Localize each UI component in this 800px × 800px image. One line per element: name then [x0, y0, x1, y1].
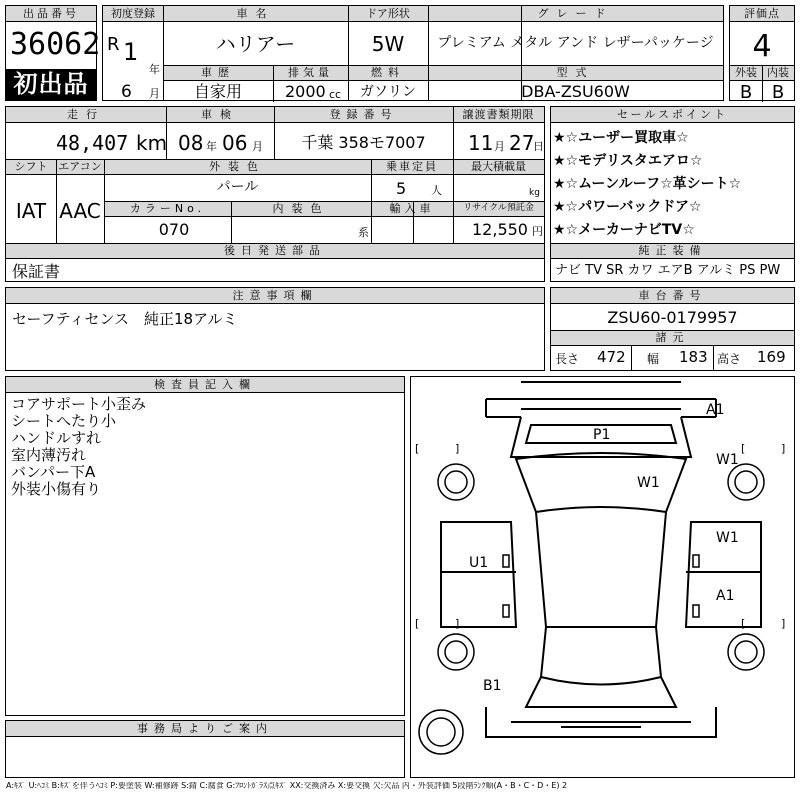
color-number: 070 — [158, 220, 190, 239]
first-listing-text: 初出品 — [13, 70, 89, 98]
interior-label: 内装 — [767, 66, 789, 79]
svg-text:]: ] — [455, 617, 460, 630]
equipment: ナビ TV SR カワ エアB アルミ PS PW — [555, 263, 781, 278]
capacity: 5 — [396, 179, 407, 198]
plate-label: 登録番号 — [329, 108, 398, 121]
basic-info-box — [102, 5, 724, 101]
length-label: 長さ — [555, 352, 580, 366]
selling-point-1: ★☆ユーザー買取車☆ — [553, 130, 689, 146]
svg-text:]: ] — [455, 442, 460, 455]
chassis-number: ZSU60-0179957 — [607, 308, 738, 327]
transfer-month: 11 — [468, 131, 494, 155]
import-label: 輸入車 — [389, 202, 435, 215]
inspector-line-6: 外装小傷有り — [11, 480, 102, 498]
recycle-fee: 12,550 — [472, 220, 528, 239]
inspection-label: 車検 — [201, 108, 239, 121]
interior-color-label: 内装色 — [272, 202, 330, 215]
evaluation-box — [729, 5, 795, 101]
evaluation-score: 4 — [752, 29, 772, 64]
inspector-label: 検査員記入欄 — [6, 377, 404, 393]
mileage-label: 走行 — [67, 108, 105, 121]
model-label: 型式 — [556, 66, 595, 79]
displacement: 2000 — [285, 82, 326, 101]
mileage-unit: km — [136, 131, 168, 155]
svg-text:]: ] — [781, 617, 786, 630]
displacement-label: 排気量 — [288, 66, 333, 79]
capacity-unit: 人 — [431, 184, 442, 197]
car-diagram — [411, 377, 794, 777]
inspector-line-1: コアサポート小歪み — [11, 395, 147, 413]
lot-number: 36062 — [10, 27, 101, 62]
interior-color-unit: 系 — [358, 226, 369, 239]
inspector-line-4: 室内薄汚れ — [11, 446, 87, 464]
door-type: 5W — [371, 32, 405, 56]
ac: AAC — [59, 199, 101, 223]
notes-label: 注意事項欄 — [6, 288, 544, 304]
reg-year: 1 — [123, 38, 139, 66]
height-label: 高さ — [717, 352, 742, 366]
mark-w1-roof: W1 — [637, 475, 660, 491]
fuel: ガソリン — [360, 84, 416, 100]
color-no-label: カラーNo. — [129, 202, 206, 215]
load-unit: kg — [529, 188, 540, 198]
reg-era: R — [107, 34, 120, 55]
mark-w1-right-front: W1 — [716, 452, 739, 468]
selling-point-4: ★☆パワーバックドア☆ — [553, 199, 702, 215]
mark-a1-top: A1 — [706, 402, 725, 418]
inspector-line-3: ハンドルすれ — [11, 429, 102, 447]
exterior-color: パール — [216, 179, 259, 195]
inspector-line-2: シートへたり小 — [11, 412, 117, 430]
mark-w1-right-mid: W1 — [716, 530, 739, 546]
length: 472 — [597, 348, 626, 366]
height: 169 — [757, 348, 786, 366]
notes-box — [5, 287, 545, 371]
chassis-box — [550, 287, 795, 371]
first-listing-badge — [6, 69, 96, 100]
grade: プレミアム メタル アンド レザーパッケージ — [437, 35, 714, 51]
inspection-month: 06 — [222, 131, 248, 155]
history: 自家用 — [193, 82, 242, 101]
ac-label: エアコン — [58, 160, 102, 173]
lot-number-box — [5, 5, 101, 101]
history-label: 車歴 — [201, 66, 235, 79]
exterior-label: 外装 — [735, 66, 757, 79]
later-parts: 保証書 — [12, 262, 61, 281]
office-label: 事務局よりご案内 — [6, 721, 404, 737]
selling-point-5: ★☆メーカーナビTV☆ — [553, 222, 695, 238]
first-reg-label: 初度登録 — [111, 7, 155, 20]
recycle-unit: 円 — [532, 225, 543, 238]
width: 183 — [679, 348, 708, 366]
selling-point-3: ★☆ムーンルーフ☆革シート☆ — [553, 176, 742, 192]
shift: IAT — [15, 199, 47, 223]
svg-text:[: [ — [741, 442, 746, 455]
mark-u1-left: U1 — [469, 555, 489, 571]
reg-year-unit: 年 — [149, 63, 160, 76]
inspector-box — [5, 376, 405, 716]
inspection-year: 08 — [178, 131, 204, 155]
svg-text:[: [ — [415, 617, 420, 630]
svg-text:]: ] — [781, 442, 786, 455]
lot-number-label: 出品番号 — [6, 6, 96, 22]
transfer-day: 27 — [509, 131, 535, 155]
chassis-label: 車台番号 — [551, 288, 794, 304]
evaluation-label: 評価点 — [730, 6, 794, 22]
inspector-line-5: バンパー下A — [11, 463, 96, 481]
interior-grade: B — [771, 82, 785, 103]
damage-diagram-box — [410, 376, 795, 778]
selling-point-2: ★☆モデリスタエアロ☆ — [553, 153, 703, 169]
width-label: 幅 — [647, 352, 660, 366]
recycle-label: リサイクル預託金 — [463, 203, 534, 213]
inspection-month-unit: 月 — [252, 140, 263, 153]
later-parts-label: 後日発送部品 — [224, 244, 326, 257]
selling-points-box — [550, 106, 795, 282]
car-name-label: 車名 — [236, 7, 275, 20]
office-box — [5, 720, 405, 778]
transfer-label: 譲渡書類期限 — [462, 108, 535, 121]
reg-month: 6 — [121, 82, 132, 102]
load-label: 最大積載量 — [471, 160, 526, 173]
shift-label: シフト — [14, 160, 48, 173]
door-label: ドア形状 — [366, 7, 410, 20]
inspection-year-unit: 年 — [206, 140, 217, 153]
svg-text:[: [ — [415, 442, 420, 455]
reg-month-unit: 月 — [149, 87, 160, 100]
dims-label: 諸元 — [655, 331, 690, 344]
grade-label: グレード — [537, 7, 614, 20]
mark-p1: P1 — [593, 427, 611, 443]
svg-text:[: [ — [741, 617, 746, 630]
equipment-label: 純正装備 — [638, 244, 707, 257]
capacity-label: 乗車定員 — [386, 160, 438, 173]
displacement-unit: cc — [329, 88, 342, 101]
legend-text: A:ｷｽﾞ U:ﾍｺﾐ B:ｷｽﾞを伴うﾍｺﾐ P:要塗装 W:補修跡 S:錆 C:腐食 G:ﾌﾛﾝﾄｶﾞﾗｽ点ｷｽﾞ XX:交換済み X:要交換 欠:欠品 内・外装評価 5段階ﾗﾝｸ順(A・B・C・D・E) 2 — [6, 782, 568, 790]
transfer-day-unit: 日 — [533, 140, 544, 153]
exterior-grade: B — [739, 82, 753, 103]
plate-number: 千葉 358モ7007 — [301, 133, 426, 152]
notes-text: セーフティセンス 純正18アルミ — [12, 310, 238, 328]
car-name: ハリアー — [215, 32, 296, 56]
mark-b1-rear: B1 — [483, 678, 502, 694]
color-label: 外装色 — [209, 160, 266, 173]
fuel-label: 燃料 — [371, 66, 405, 79]
mileage: 48,407 — [56, 131, 129, 155]
detail-box — [5, 106, 545, 282]
model: DBA-ZSU60W — [521, 82, 630, 101]
selling-points-label: セールスポイント — [551, 107, 794, 123]
mark-a1-right: A1 — [716, 588, 735, 604]
transfer-month-unit: 月 — [494, 140, 505, 153]
